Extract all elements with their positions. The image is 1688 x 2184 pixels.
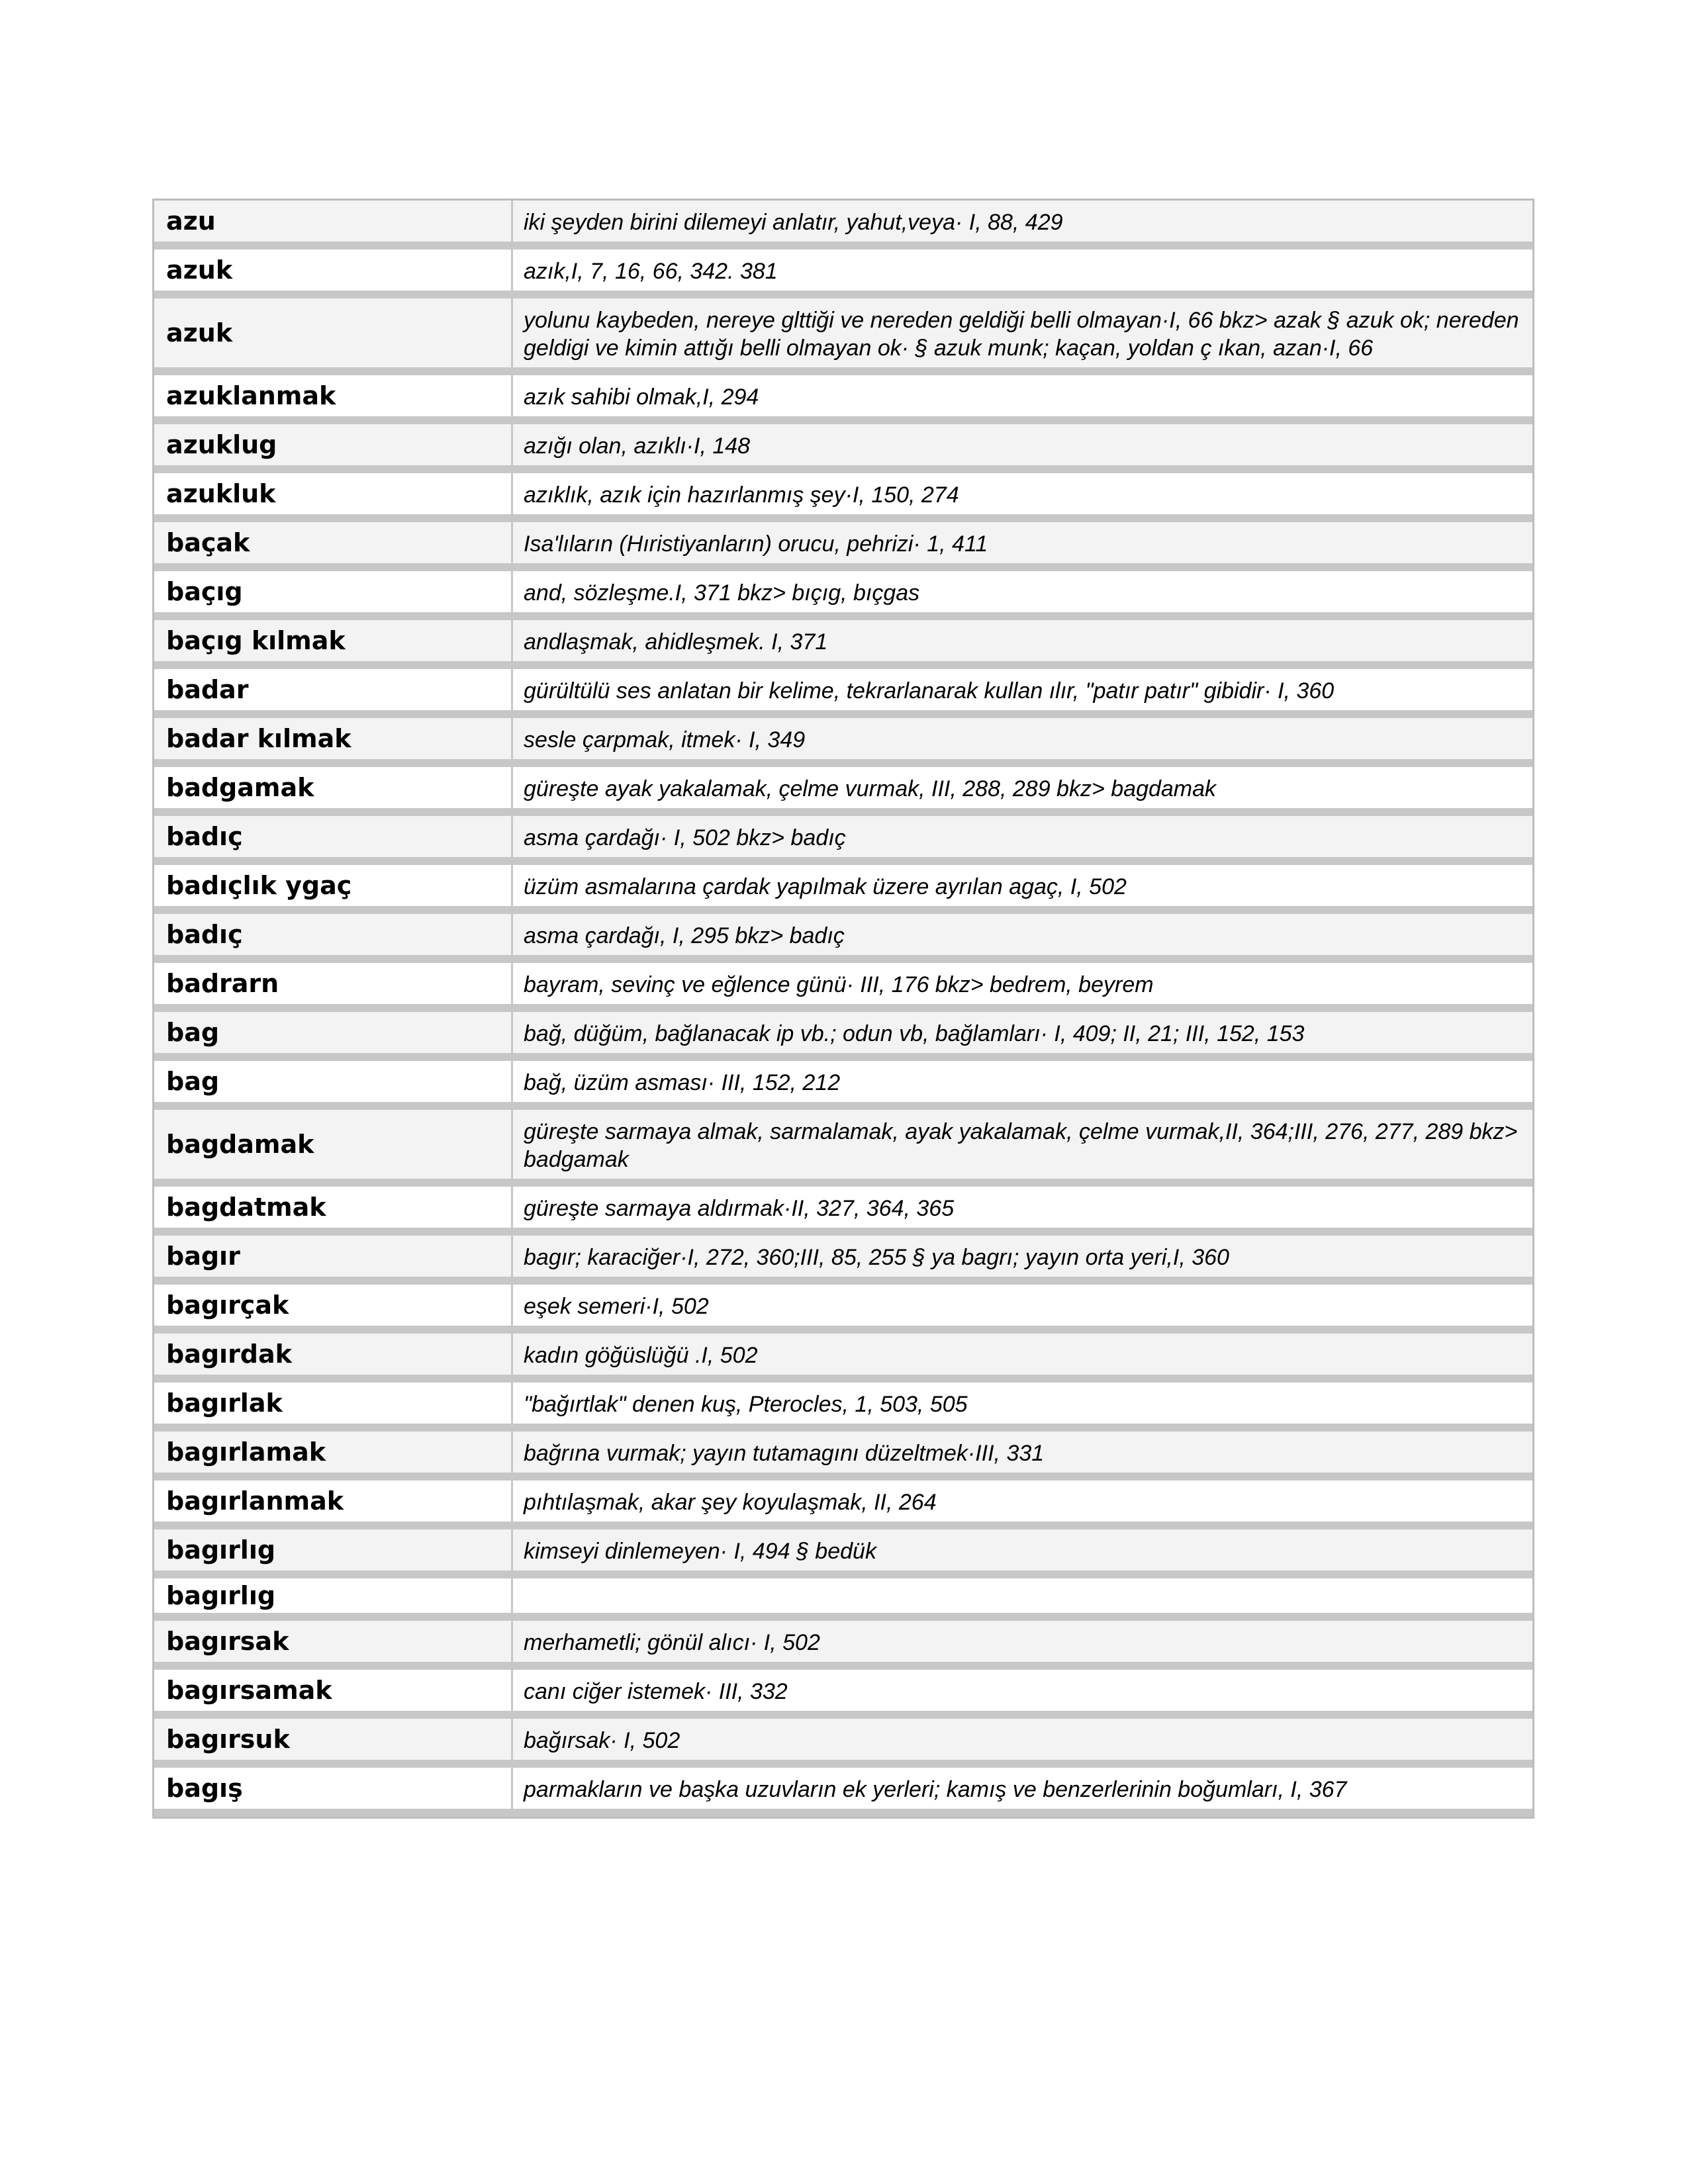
- entry-definition: kimseyi dinlemeyen· I, 494 § bedük: [524, 1539, 876, 1564]
- entry-definition: güreşte sarmaya almak, sarmalamak, ayak yakalamak, çelme vurmak,II, 364;III, 276, 277, 289 bkz> badgamak: [524, 1119, 1518, 1172]
- entry-term: bagırlanmak: [154, 1480, 513, 1522]
- table-row: [154, 1187, 1532, 1236]
- entry-term: baçak: [154, 522, 513, 563]
- table-row: [154, 1529, 1532, 1578]
- entry-definition: [513, 1578, 1532, 1613]
- entry-definition: bayram, sevinç ve eğlence günü· III, 176 bkz> bedrem, beyrem: [524, 972, 1154, 997]
- table-row: [154, 669, 1532, 718]
- table-row: [154, 767, 1532, 816]
- table-row: [154, 1432, 1532, 1480]
- entry-term: bagırdak: [154, 1334, 513, 1375]
- entry-term: badar: [154, 669, 513, 710]
- table-row: [154, 473, 1532, 522]
- entry-term: bagırsuk: [154, 1719, 513, 1760]
- entry-definition: sesle çarpmak, itmek· I, 349: [524, 727, 806, 752]
- table-row: [154, 1621, 1532, 1670]
- table-row: [154, 1768, 1532, 1817]
- entry-definition: canı ciğer istemek· III, 332: [524, 1679, 788, 1704]
- entry-definition: bağ, üzüm asması· III, 152, 212: [524, 1070, 841, 1095]
- entry-definition: bağırsak· I, 502: [524, 1728, 680, 1753]
- entry-term: badar kılmak: [154, 718, 513, 759]
- entry-term: bagış: [154, 1768, 513, 1809]
- table-row: [154, 963, 1532, 1012]
- entry-term: badıç: [154, 816, 513, 857]
- entry-term: azuk: [154, 298, 513, 367]
- entry-term: badıç: [154, 914, 513, 955]
- table-row: [154, 1285, 1532, 1334]
- table-row: [154, 424, 1532, 473]
- entry-term: bagırsamak: [154, 1670, 513, 1711]
- table-row: [154, 201, 1532, 250]
- entry-definition: Isa'lıların (Hıristiyanların) orucu, pehrizi· 1, 411: [524, 531, 988, 557]
- entry-definition: asma çardağı, I, 295 bkz> badıç: [524, 923, 845, 948]
- entry-definition: pıhtılaşmak, akar şey koyulaşmak, II, 264: [524, 1490, 937, 1515]
- entry-term: azuk: [154, 250, 513, 291]
- entry-term: baçıg kılmak: [154, 620, 513, 661]
- table-row: [154, 718, 1532, 767]
- entry-term: bagırsak: [154, 1621, 513, 1662]
- entry-term: bagdatmak: [154, 1187, 513, 1228]
- table-row: [154, 1480, 1532, 1529]
- entry-definition: azık,I, 7, 16, 66, 342. 381: [524, 259, 778, 284]
- table-row: [154, 1236, 1532, 1285]
- table-row: [154, 1012, 1532, 1061]
- entry-definition: eşek semeri·I, 502: [524, 1294, 709, 1319]
- table-row: [154, 522, 1532, 571]
- table-row: [154, 375, 1532, 424]
- entry-term: bagdamak: [154, 1110, 513, 1179]
- entry-definition: kadın göğüslüğü .I, 502: [524, 1343, 758, 1368]
- entry-term: bagırlamak: [154, 1432, 513, 1473]
- table-row: [154, 1578, 1532, 1621]
- table-row: [154, 1383, 1532, 1432]
- entry-term: badgamak: [154, 767, 513, 808]
- entry-definition: bağ, düğüm, bağlanacak ip vb.; odun vb, bağlamları· I, 409; II, 21; III, 152, 153: [524, 1021, 1305, 1046]
- entry-term: badrarn: [154, 963, 513, 1004]
- entry-term: bag: [154, 1061, 513, 1102]
- entry-term: bagırlıg: [154, 1529, 513, 1570]
- entry-term: baçıg: [154, 571, 513, 612]
- entry-definition: andlaşmak, ahidleşmek. I, 371: [524, 629, 828, 655]
- table-row: [154, 865, 1532, 914]
- table-row: [154, 620, 1532, 669]
- entry-definition: "bağırtlak" denen kuş, Pterocles, 1, 503, 505: [524, 1392, 968, 1417]
- table-row: [154, 1110, 1532, 1187]
- entry-definition: yolunu kaybeden, nereye glttiği ve nereden geldiği belli olmayan·I, 66 bkz> azak § azuk ok; nereden geldigi ve kimin attığı belli olmayan ok· § azuk munk; kaçan, yoldan ç ıkan, azan·I, 66: [524, 308, 1519, 361]
- entry-term: bag: [154, 1012, 513, 1053]
- entry-definition: parmakların ve başka uzuvların ek yerleri; kamış ve benzerlerinin boğumları, I, 367: [524, 1777, 1347, 1802]
- table-row: [154, 1670, 1532, 1719]
- table-row: [154, 250, 1532, 298]
- entry-definition: bağrına vurmak; yayın tutamagını düzeltmek·III, 331: [524, 1441, 1045, 1466]
- entry-definition: gürültülü ses anlatan bir kelime, tekrarlanarak kullan ılır, "patır patır" gibidir· I, 360: [524, 678, 1335, 704]
- entry-term: badıçlık ygaç: [154, 865, 513, 906]
- entry-definition: asma çardağı· I, 502 bkz> badıç: [524, 825, 846, 850]
- dictionary-table: [152, 199, 1534, 1819]
- entry-term: bagırçak: [154, 1285, 513, 1326]
- entry-term: azukluk: [154, 473, 513, 514]
- entry-definition: and, sözleşme.I, 371 bkz> bıçıg, bıçgas: [524, 580, 920, 606]
- table-row: [154, 571, 1532, 620]
- entry-definition: bagır; karaciğer·I, 272, 360;III, 85, 255 § ya bagrı; yayın orta yeri,I, 360: [524, 1245, 1229, 1270]
- entry-term: bagırlıg: [154, 1578, 513, 1613]
- entry-term: azuklug: [154, 424, 513, 465]
- entry-term: azu: [154, 201, 513, 242]
- entry-term: bagır: [154, 1236, 513, 1277]
- entry-definition: azığı olan, azıklı·I, 148: [524, 433, 751, 459]
- entry-term: bagırlak: [154, 1383, 513, 1424]
- entry-term: azuklanmak: [154, 375, 513, 416]
- entry-definition: üzüm asmalarına çardak yapılmak üzere ayrılan agaç, I, 502: [524, 874, 1127, 899]
- table-row: [154, 1334, 1532, 1383]
- table-row: [154, 914, 1532, 963]
- entry-definition: azık sahibi olmak,I, 294: [524, 385, 759, 410]
- entry-definition: azıklık, azık için hazırlanmış şey·I, 150, 274: [524, 482, 959, 508]
- entry-definition: iki şeyden birini dilemeyi anlatır, yahut,veya· I, 88, 429: [524, 210, 1063, 235]
- table-row: [154, 1719, 1532, 1768]
- table-row: [154, 1061, 1532, 1110]
- table-row: [154, 298, 1532, 375]
- entry-definition: güreşte ayak yakalamak, çelme vurmak, III, 288, 289 bkz> bagdamak: [524, 776, 1217, 801]
- table-row: [154, 816, 1532, 865]
- entry-definition: merhametli; gönül alıcı· I, 502: [524, 1630, 820, 1655]
- entry-definition: güreşte sarmaya aldırmak·II, 327, 364, 365: [524, 1196, 955, 1221]
